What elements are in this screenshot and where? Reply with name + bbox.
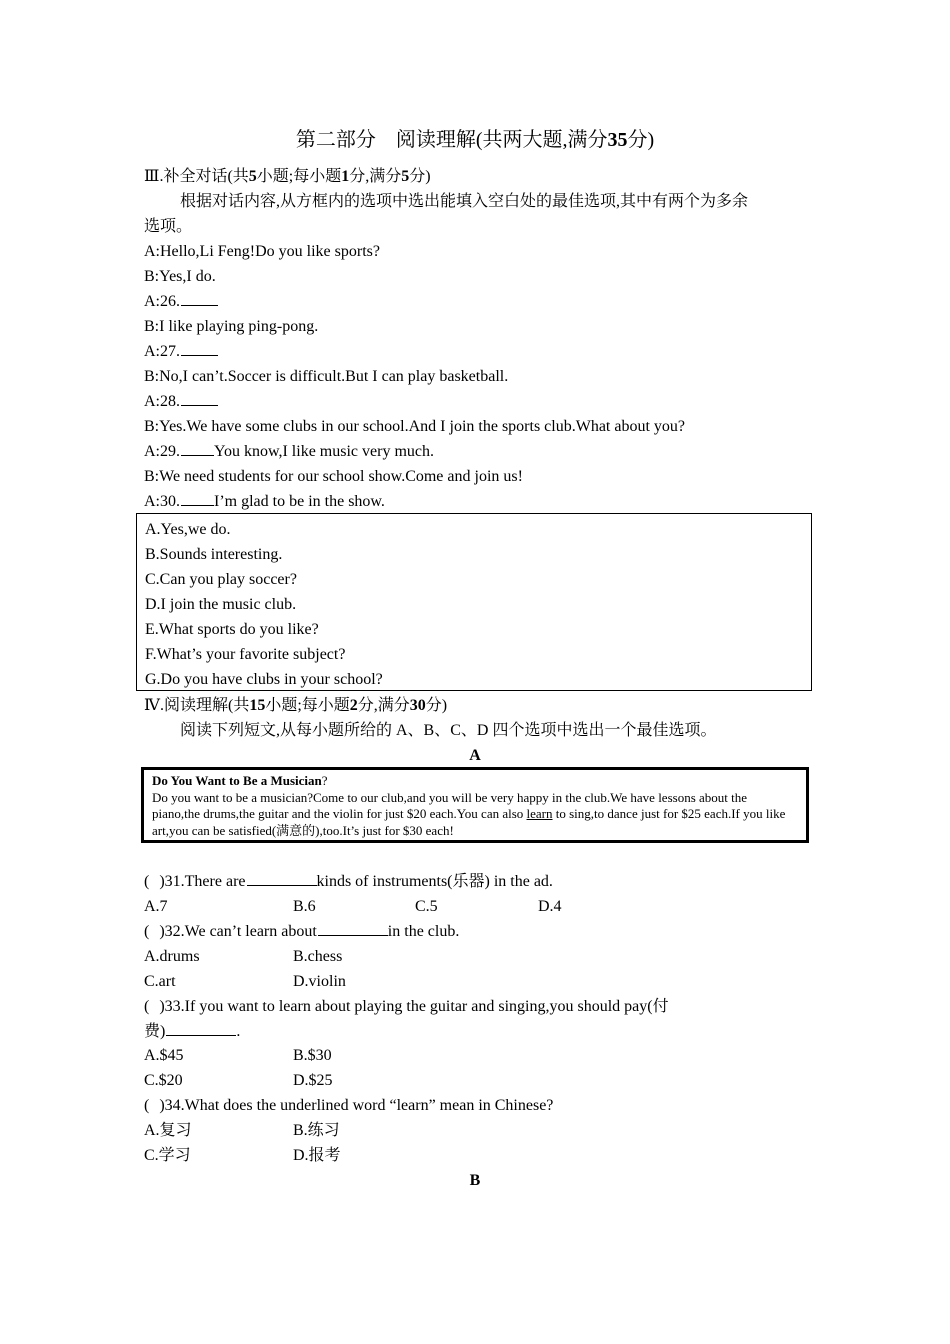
dialogue-line: A:Hello,Li Feng!Do you like sports? <box>144 243 380 260</box>
answer-blank[interactable] <box>181 441 214 456</box>
dialogue-line <box>144 391 218 413</box>
choice-a: A.7 <box>144 898 168 915</box>
question-text: 费) <box>144 1023 166 1040</box>
dialogue-text: A:28. <box>144 393 180 410</box>
question-text: )34.What does the underlined word “learn” mean in Chinese? <box>159 1097 554 1114</box>
question-33 <box>144 996 669 1018</box>
choice-c: C.$20 <box>144 1072 183 1089</box>
dialogue-line: B:Yes.We have some clubs in our school.And I join the sports club.What about you? <box>144 418 686 435</box>
question-text: )33.If you want to learn about playing the guitar and singing,you should pay(付 <box>159 998 669 1015</box>
dialogue-text: I’m glad to be in the show. <box>214 493 385 510</box>
section3-roman: Ⅲ <box>144 168 160 185</box>
answer-paren: ( <box>144 998 150 1015</box>
choice-c: C.art <box>144 973 176 990</box>
option-item: B.Sounds interesting. <box>145 546 283 563</box>
section3-each: 1 <box>341 168 350 185</box>
question-text: )31.There are <box>159 873 246 890</box>
dialogue-line <box>144 341 218 363</box>
section3-title-d: 分) <box>409 168 431 185</box>
part-title <box>0 126 950 154</box>
option-item: C.Can you play soccer? <box>145 571 297 588</box>
options-box <box>136 513 812 691</box>
section3-count: 5 <box>248 168 257 185</box>
section4-instruction: 阅读下列短文,从每小题所给的 A、B、C、D 四个选项中选出一个最佳选项。 <box>180 722 717 739</box>
answer-blank[interactable] <box>181 391 218 406</box>
ad-title-text: Do You Want to Be a Musician <box>152 773 322 788</box>
section4-each: 2 <box>349 697 358 714</box>
question-33-cont <box>144 1021 240 1043</box>
answer-paren: ( <box>144 873 150 890</box>
dialogue-line: B:I like playing ping-pong. <box>144 318 319 335</box>
choice-d: D.报考 <box>293 1147 341 1164</box>
question-text: . <box>236 1023 241 1040</box>
section4-roman: Ⅳ <box>144 697 160 714</box>
option-item: E.What sports do you like? <box>145 621 319 638</box>
question-text: kinds of instruments(乐器) in the ad. <box>316 873 553 890</box>
dialogue-text: A:29. <box>144 443 180 460</box>
title-part: 第二部分 <box>295 129 376 151</box>
passage-a-label: A <box>469 747 481 764</box>
dialogue-text: A:30. <box>144 493 180 510</box>
dialogue-text: A:27. <box>144 343 180 360</box>
question-34 <box>144 1095 553 1117</box>
section3-title-c: 分,满分 <box>349 168 402 185</box>
answer-blank[interactable] <box>181 341 218 356</box>
option-item: A.Yes,we do. <box>145 521 231 538</box>
dialogue-line: B:No,I can’t.Soccer is difficult.But I can play basketball. <box>144 368 509 385</box>
dialogue-line <box>144 491 385 513</box>
question-31 <box>144 871 553 893</box>
choice-b: B.练习 <box>293 1122 340 1139</box>
choice-b: B.6 <box>293 898 316 915</box>
dialogue-line <box>144 441 434 463</box>
section3-total: 5 <box>401 168 410 185</box>
choice-d: D.$25 <box>293 1072 333 1089</box>
question-32 <box>144 921 459 943</box>
dialogue-line: B:We need students for our school show.Come and join us! <box>144 468 523 485</box>
option-item: D.I join the music club. <box>145 596 297 613</box>
title-score: 35 <box>607 129 628 151</box>
dialogue-text: A:26. <box>144 293 180 310</box>
section4-total: 30 <box>409 697 426 714</box>
dialogue-line: B:Yes,I do. <box>144 268 216 285</box>
ad-box <box>141 767 809 843</box>
section4-heading <box>144 695 447 717</box>
ad-title-mark: ? <box>321 773 328 788</box>
ad-underlined-word: learn <box>526 806 553 821</box>
section4-title-c: 分,满分 <box>357 697 410 714</box>
ad-body-text: Do you want to be a musician?Come to our club,and you will be very happy in the club.We have lessons about the piano,the drums,the guitar and the violin for just $20 each.You can also <box>152 789 748 821</box>
question-text: in the club. <box>387 923 460 940</box>
choice-c: C.学习 <box>144 1147 191 1164</box>
choice-a: A.drums <box>144 948 200 965</box>
question-text: )32.We can’t learn about <box>159 923 317 940</box>
ad-title <box>152 773 798 790</box>
answer-blank[interactable] <box>247 871 317 886</box>
section4-title-d: 分) <box>425 697 448 714</box>
section4-title-b: 小题;每小题 <box>265 697 350 714</box>
dialogue-text: You know,I like music very much. <box>214 443 434 460</box>
dialogue-line <box>144 291 218 313</box>
title-end: 分) <box>627 129 655 151</box>
ad-body-text: to sing,to dance just for $25 each.If you like art,you can be satisfied(满意的),too.It’s just for $30 each! <box>152 806 786 838</box>
choice-b: B.chess <box>293 948 343 965</box>
choice-c: C.5 <box>415 898 438 915</box>
choice-a: A.复习 <box>144 1122 192 1139</box>
answer-blank[interactable] <box>181 491 214 506</box>
choice-d: D.violin <box>293 973 346 990</box>
answer-paren: ( <box>144 923 150 940</box>
section3-instruction-1: 根据对话内容,从方框内的选项中选出能填入空白处的最佳选项,其中有两个为多余 <box>180 193 749 210</box>
ad-body <box>152 790 798 840</box>
section3-instruction-2: 选项。 <box>144 218 193 235</box>
choice-a: A.$45 <box>144 1047 184 1064</box>
section3-title-b: 小题;每小题 <box>256 168 342 185</box>
option-item: G.Do you have clubs in your school? <box>145 671 383 688</box>
section3-heading <box>144 166 431 188</box>
choice-b: B.$30 <box>293 1047 332 1064</box>
answer-blank[interactable] <box>166 1021 236 1036</box>
section3-title-a: .补全对话(共 <box>159 168 249 185</box>
answer-paren: ( <box>144 1097 150 1114</box>
choice-d: D.4 <box>538 898 562 915</box>
answer-blank[interactable] <box>181 291 218 306</box>
option-item: F.What’s your favorite subject? <box>145 646 346 663</box>
section4-count: 15 <box>249 697 266 714</box>
title-main: 阅读理解(共两大题,满分 <box>395 129 608 151</box>
passage-b-label: B <box>469 1172 481 1189</box>
section4-title-a: .阅读理解(共 <box>159 697 250 714</box>
answer-blank[interactable] <box>318 921 388 936</box>
